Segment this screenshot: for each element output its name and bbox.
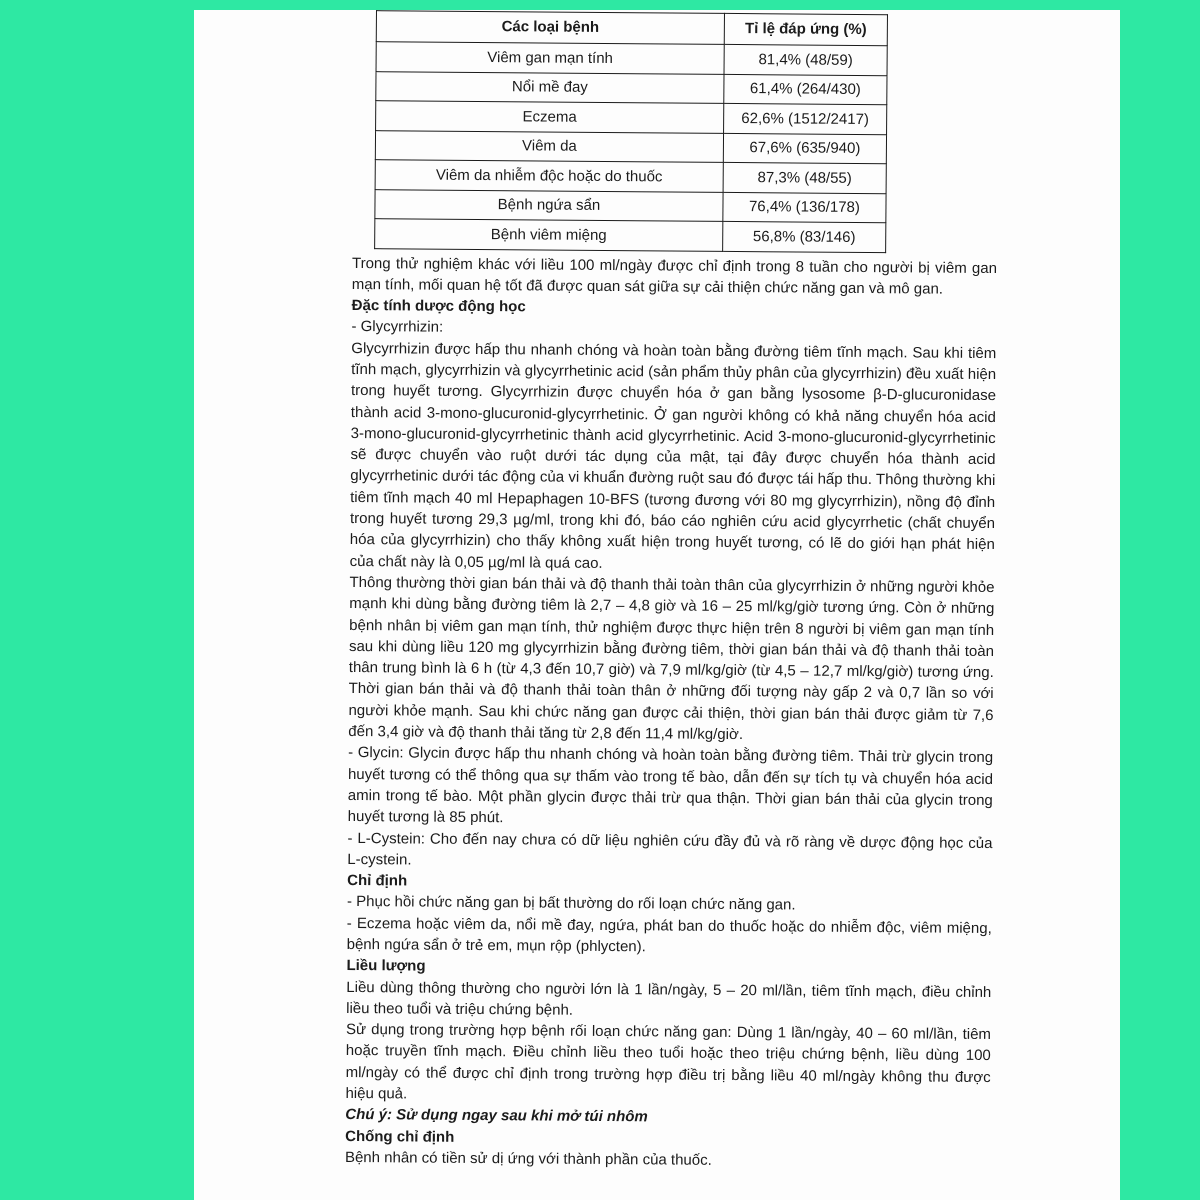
disease-cell: Bệnh ngứa sẩn bbox=[375, 189, 723, 221]
table-row bbox=[375, 189, 886, 223]
indication-item: - Phục hồi chức năng gan bị bất thường do rối loạn chức năng gan. bbox=[346, 893, 796, 914]
table-row bbox=[375, 219, 886, 253]
dosage-paragraph: Sử dụng trong trường hợp bệnh rối loạn chức năng gan: Dùng 1 lần/ngày, 40 – 60 ml/lần, tiêm hoặc truyền tĩnh mạch. Điều chỉnh liều theo tuổi hoặc theo triệu chứng bệnh, liều dùng 100 ml/ngày có thể được chỉ định trong trường hợp điều trị bằng liều 40 ml/ngày không thu được hiệu quả. bbox=[345, 1021, 992, 1103]
rate-cell: 87,3% (48/55) bbox=[723, 162, 886, 193]
section-heading-dosage: Liều lượng bbox=[346, 957, 426, 975]
table-row bbox=[376, 71, 887, 105]
glycyrrhizin-label: - Glycyrrhizin: bbox=[351, 318, 444, 337]
rate-cell: 76,4% (136/178) bbox=[723, 192, 886, 223]
rate-cell: 61,4% (264/430) bbox=[724, 74, 887, 105]
trial-paragraph: Trong thử nghiệm khác với liều 100 ml/ngày được chỉ định trong 8 tuần cho người bị viêm gan mạn tính, mối quan hệ tốt đã được quan sát giữa sự cải thiện chức năng gan và mô gan. bbox=[351, 254, 998, 298]
section-heading-pharmacokinetics: Đặc tính dược động học bbox=[351, 297, 526, 316]
glycin-paragraph: - Glycin: Glycin được hấp thu nhanh chóng và hoàn toàn bằng đường tiêm. Thải trừ glycin trong huyết tương có thể thông qua sự thấm vào trong tế bào, dẫn đến sự tích tụ và chuyển hóa acid amin trong tế bào. Một phần glycin được thải trừ qua thận. Thời gian bán thải của glycin trong huyết tương là 85 phút. bbox=[347, 744, 994, 827]
document-body bbox=[345, 10, 999, 1173]
table-row bbox=[376, 101, 887, 135]
response-rate-table bbox=[374, 10, 888, 253]
disease-cell: Viêm gan mạn tính bbox=[376, 42, 724, 74]
table-row bbox=[375, 130, 886, 164]
section-heading-indication: Chỉ định bbox=[347, 872, 408, 890]
table-row bbox=[376, 42, 887, 76]
disease-cell: Nổi mề đay bbox=[376, 71, 724, 103]
cystein-paragraph: - L-Cystein: Cho đến nay chưa có dữ liệu nghiên cứu đầy đủ và rõ ràng về dược động học của L-cystein. bbox=[347, 829, 993, 869]
disease-cell: Viêm da bbox=[375, 130, 723, 162]
rate-cell: 62,6% (1512/2417) bbox=[724, 103, 887, 134]
glycyrrhizin-paragraph: Glycyrrhizin được hấp thu nhanh chóng và hoàn toàn bằng đường tiêm tĩnh mạch. Sau khi tiêm tĩnh mạch, glycyrrhizin và glycyrrhetinic acid (sản phẩm thủy phân của glycyrrhizin) đều xuất hiện trong huyết tương. Glycyrrhizin được chuyển hóa ở gan bằng lysosome β-D-glucuronidase thành acid 3-mono-glucuronid-glycyrrhetinic. Ở gan người không có khả năng chuyển hóa acid 3-mono-glucuronid-glycyrrhetinic thành acid glycyrrhetinic. Acid 3-mono-glucuronid-glycyrrhetinic sẽ được chuyển vào ruột dưới tác dụng của mật, tại đây được chuyển hóa thành acid glycyrrhetinic dưới tác động của vi khuẩn đường ruột sau đó được tái hấp thu. Thông thường khi tiêm tĩnh mạch 40 ml Hepaphagen 10-BFS (tương đương với 80 mg glycyrrhizin), nồng độ đỉnh trong huyết tương 29,3 µg/ml, trong khi đó, báo cáo nghiên cứu acid glycyrrhetic (chất chuyển hóa của glycyrrhizin) cho thấy không xuất hiện trong huyết tương, có lẽ do giới hạn phát hiện của chất này là 0,05 µg/ml là quá cao. bbox=[349, 339, 997, 572]
rate-cell: 67,6% (635/940) bbox=[723, 133, 886, 164]
table-header-row bbox=[376, 11, 887, 46]
disease-cell: Viêm da nhiễm độc hoặc do thuốc bbox=[375, 160, 723, 192]
glycyrrhizin-halflife-paragraph: Thông thường thời gian bán thải và độ thanh thải toàn thân của glycyrrhizin ở những người khỏe mạnh khi dùng bằng đường tiêm là 2,7 – 4,8 giờ và 16 – 25 ml/kg/giờ tương ứng. Còn ở những bệnh nhân bị viêm gan mạn tính, thử nghiệm được thực hiện trên 8 người bị viêm gan mạn tính sau khi dùng liều 120 mg glycyrrhizin bằng đường tiêm, thời gian bán thải và độ thanh thải toàn thân trung bình là 6 h (từ 4,3 đến 10,7 giờ) và 7,9 ml/kg/giờ (từ 4,5 – 12,7 ml/kg/giờ) tương ứng. Thời gian bán thải và độ thanh thải toàn thân ở những đối tượng này gấp 2 và 0,7 lần so với người khỏe mạnh. Sau khi chức năng gan được cải thiện, thời gian bán thải được giảm từ 7,6 đến 3,4 giờ và độ thanh thải tăng từ 2,8 đến 11,4 ml/kg/giờ. bbox=[348, 573, 995, 744]
column-header-disease: Các loại bệnh bbox=[376, 11, 724, 45]
dosage-paragraph: Liều dùng thông thường cho người lớn là 1 lần/ngày, 5 – 20 ml/lần, tiêm tĩnh mạch, điều chỉnh liều theo tuổi và triệu chứng bệnh. bbox=[346, 978, 992, 1019]
table-row bbox=[375, 160, 886, 194]
usage-note: Chú ý: Sử dụng ngay sau khi mở túi nhôm bbox=[345, 1106, 648, 1126]
rate-cell: 81,4% (48/59) bbox=[724, 44, 887, 75]
disease-cell: Eczema bbox=[376, 101, 724, 133]
rate-cell: 56,8% (83/146) bbox=[723, 221, 886, 252]
section-heading-contraindication: Chống chỉ định bbox=[345, 1127, 455, 1146]
document-page bbox=[194, 10, 1120, 1200]
disease-cell: Bệnh viêm miệng bbox=[375, 219, 723, 251]
contraindication-paragraph: Bệnh nhân có tiền sử dị ứng với thành phần của thuốc. bbox=[344, 1148, 712, 1169]
column-header-rate: Tỉ lệ đáp ứng (%) bbox=[724, 13, 887, 45]
indication-item: - Eczema hoặc viêm da, nổi mề đay, ngứa, phát ban do thuốc hoặc do nhiễm độc, viêm miệng, bệnh ngứa sẩn ở trẻ em, mụn rộp (phlycten). bbox=[346, 914, 992, 956]
